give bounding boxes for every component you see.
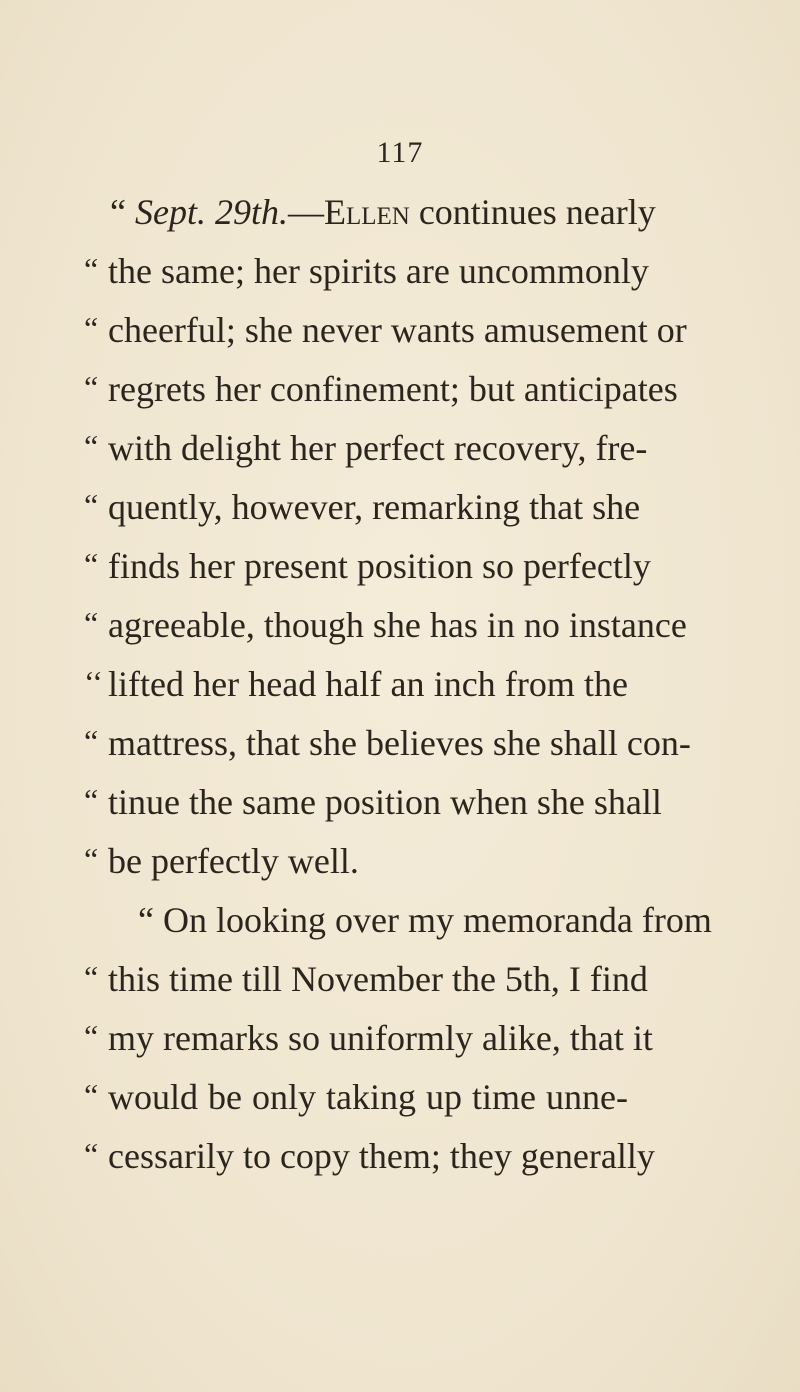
line-quote-mark: “	[84, 605, 99, 641]
text-line	[0, 418, 800, 478]
date-heading: Sept. 29th.	[134, 192, 288, 232]
line-text: would be only taking up time unne-	[108, 1077, 628, 1117]
text-line	[0, 772, 800, 832]
line-quote-mark: “	[84, 723, 99, 759]
page-number: 117	[376, 136, 424, 169]
line-quote-mark: “	[84, 310, 99, 346]
text-line	[0, 536, 800, 596]
text-line	[0, 182, 800, 242]
text-line	[0, 890, 800, 950]
line-text: quently, however, remarking that she	[108, 487, 641, 527]
line-text: regrets her confinement; but anticipates	[108, 369, 678, 409]
line-quote-mark: ‘‘	[84, 664, 103, 700]
dash: —	[287, 192, 324, 232]
line-text: my remarks so uniformly alike, that it	[108, 1018, 653, 1058]
line-text: “ On looking over my memoranda from	[138, 900, 712, 940]
line-text: be perfectly well.	[108, 841, 359, 881]
line-text: finds her present position so perfectly	[108, 546, 651, 586]
text-line	[0, 1008, 800, 1068]
opening-quote: “	[110, 192, 135, 232]
line-text: tinue the same position when she shall	[108, 782, 662, 822]
line-quote-mark: “	[84, 841, 99, 877]
text-line	[0, 1067, 800, 1127]
line-quote-mark: “	[84, 1077, 99, 1113]
line-quote-mark: “	[84, 1018, 99, 1054]
line-text: agreeable, though she has in no instance	[108, 605, 687, 645]
line-text: mattress, that she believes she shall con-	[108, 723, 691, 763]
text-line	[0, 713, 800, 773]
line-quote-mark: “	[84, 369, 99, 405]
text-line	[0, 595, 800, 655]
line-quote-mark: “	[84, 428, 99, 464]
line-text: with delight her perfect recovery, fre-	[108, 428, 648, 468]
text-line	[0, 654, 800, 714]
line-quote-mark: “	[84, 1136, 99, 1172]
line-quote-mark: “	[84, 782, 99, 818]
text-line	[0, 359, 800, 419]
text-line	[0, 949, 800, 1009]
line-text: cessarily to copy them; they generally	[108, 1136, 655, 1176]
text-line	[0, 1126, 800, 1186]
line-quote-mark: “	[84, 251, 99, 287]
line-quote-mark: “	[84, 487, 99, 523]
name-ellen: Ellen	[323, 192, 410, 232]
line-text	[110, 182, 656, 242]
line-rest: continues nearly	[409, 192, 656, 232]
line-quote-mark: “	[84, 959, 99, 995]
text-line	[0, 831, 800, 891]
line-quote-mark: “	[84, 546, 99, 582]
line-text: cheerful; she never wants amusement or	[108, 310, 687, 350]
line-text: the same; her spirits are uncommonly	[108, 251, 649, 291]
text-line	[0, 300, 800, 360]
text-line	[0, 477, 800, 537]
line-text: this time till November the 5th, I find	[108, 959, 648, 999]
line-text: lifted her head half an inch from the	[108, 664, 628, 704]
text-line	[0, 241, 800, 301]
